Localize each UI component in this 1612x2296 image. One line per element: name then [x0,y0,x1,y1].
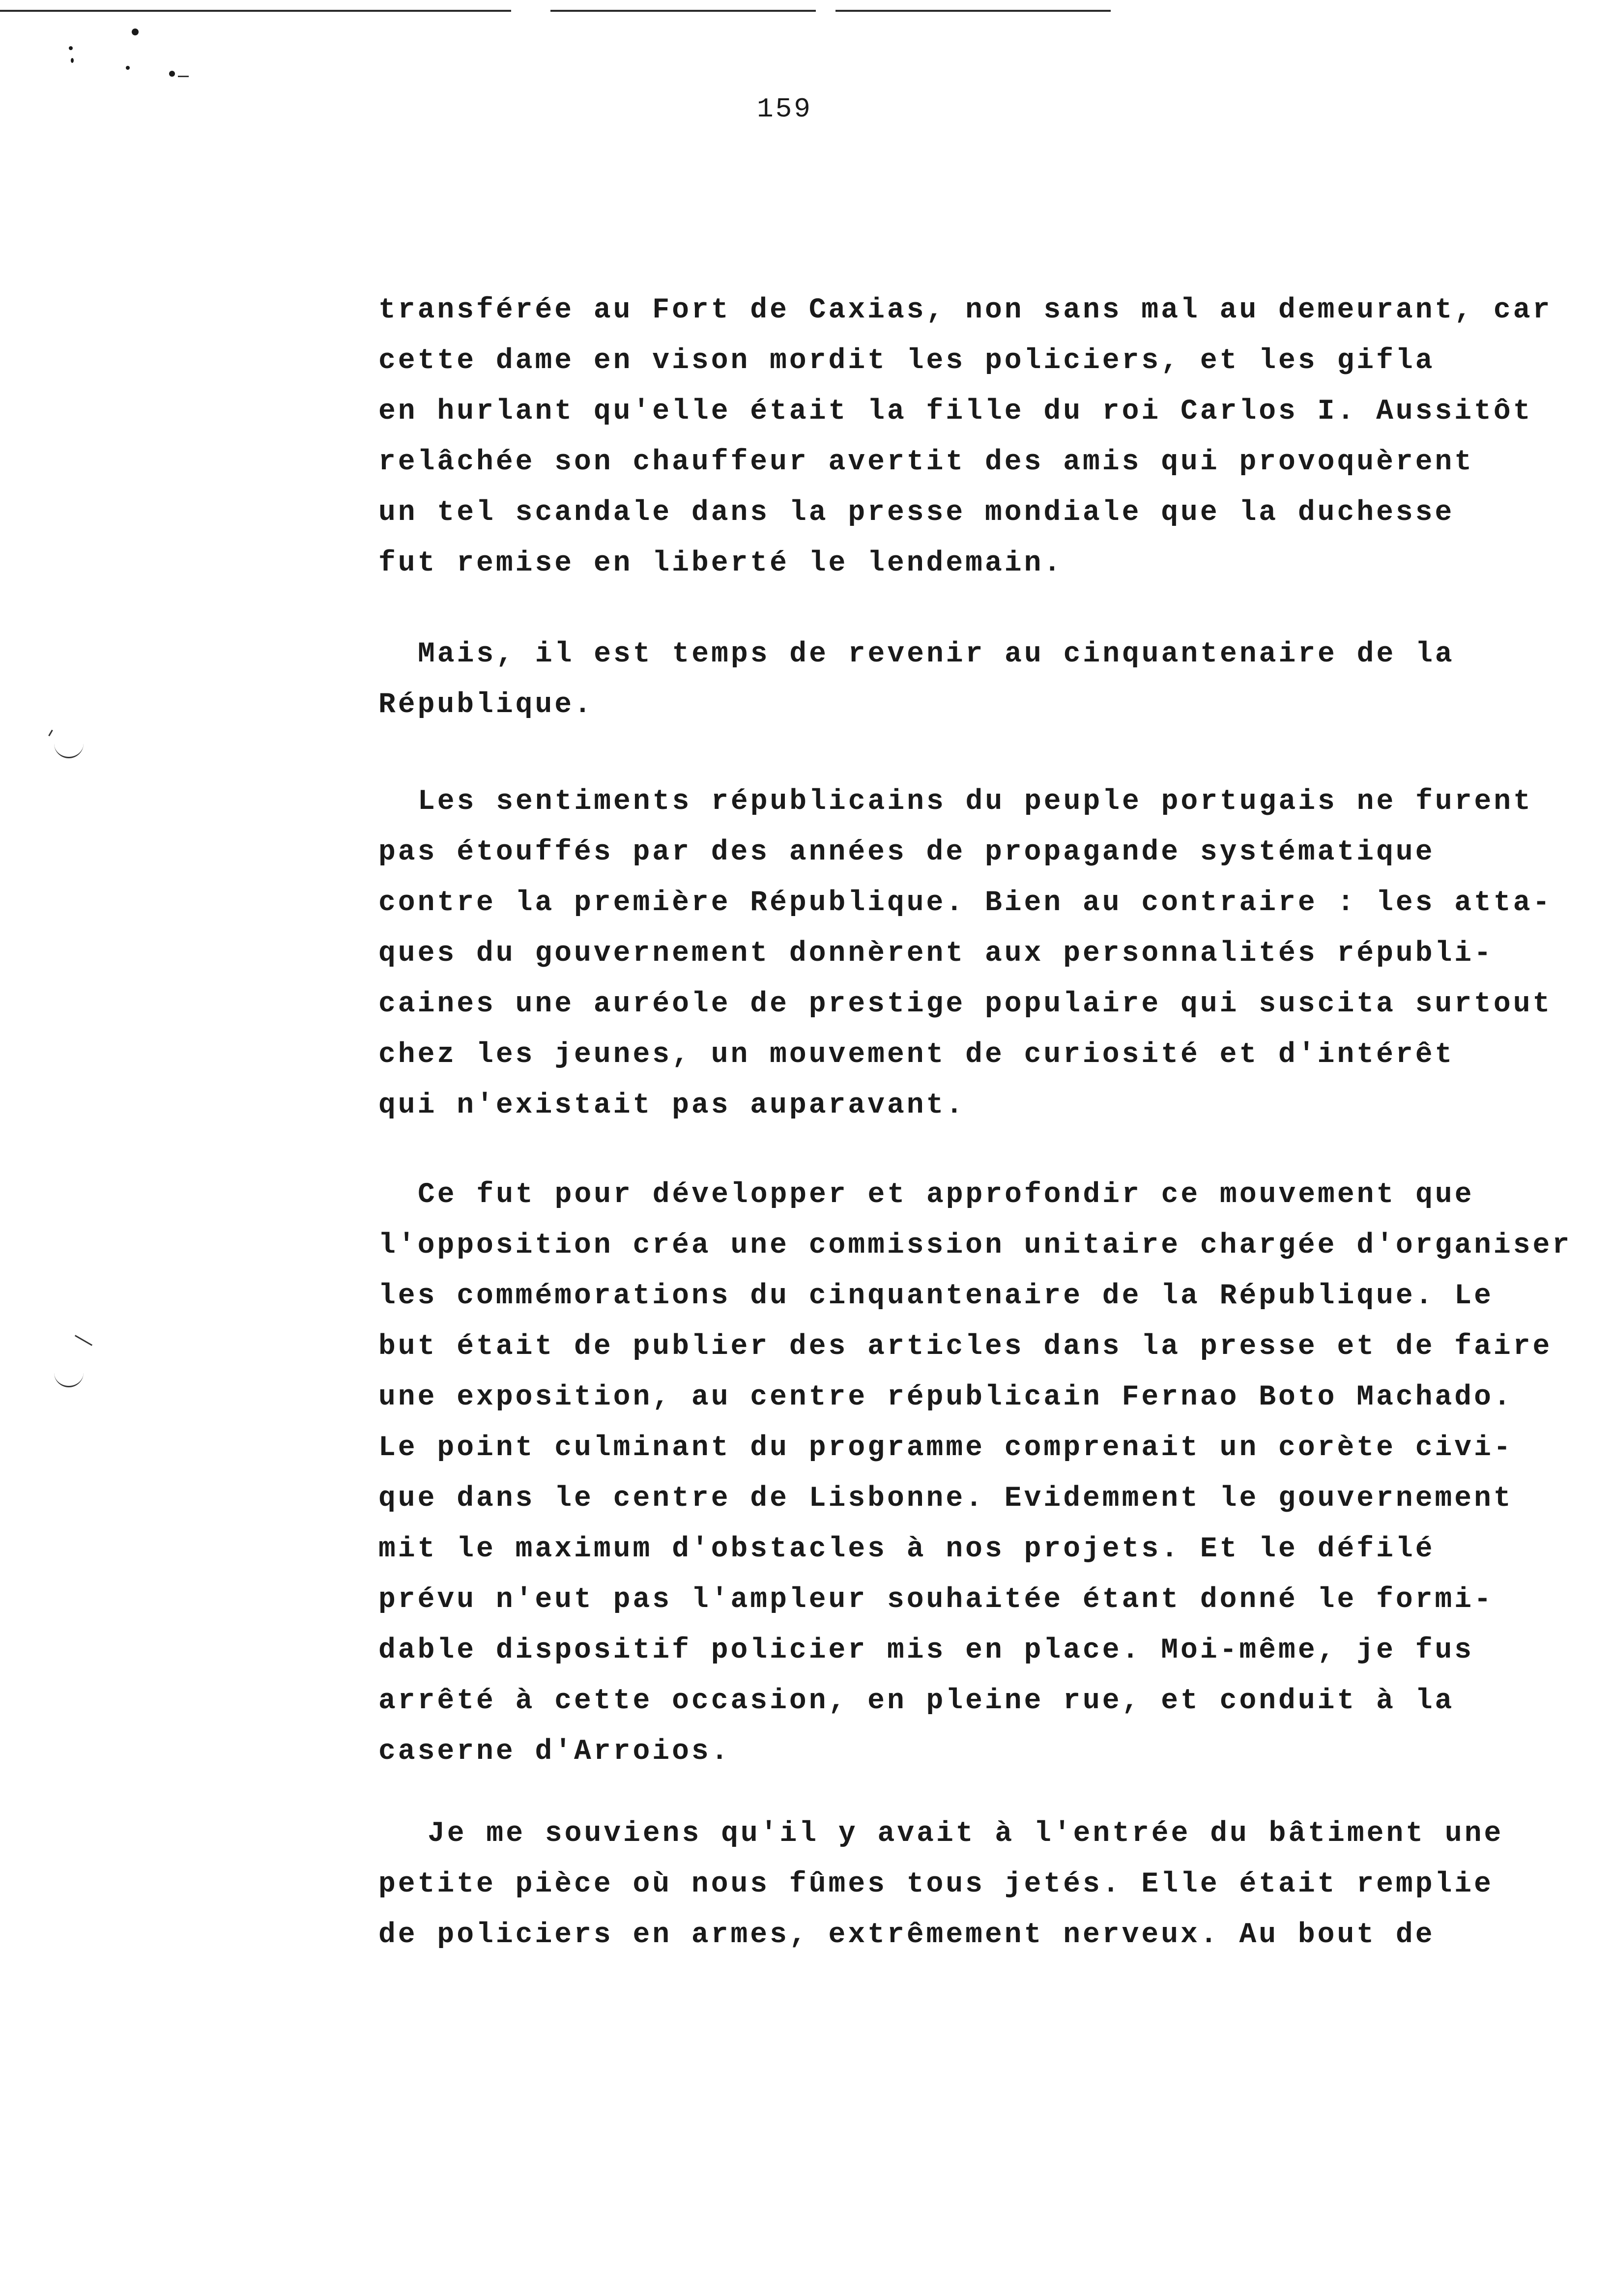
text-line: chez les jeunes, un mouvement de curiosité et d'intérêt [378,1039,1455,1071]
paragraph [378,285,1597,589]
text-line: dable dispositif policier mis en place. Moi-même, je fus [378,1635,1474,1666]
page-number: 159 [757,93,812,125]
text-line: Le point culminant du programme comprenait un corète civi- [378,1432,1513,1464]
margin-mark [54,1371,84,1387]
text-line: relâchée son chauffeur avertit des amis qui provoquèrent [378,446,1474,478]
text-line: Mais, il est temps de revenir au cinquantenaire de la [418,638,1455,670]
text-line: qui n'existait pas auparavant. [378,1090,966,1121]
text-line: but était de publier des articles dans la presse et de faire [378,1331,1553,1363]
text-line: l'opposition créa une commission unitaire chargée d'organiser [378,1230,1572,1262]
text-line: que dans le centre de Lisbonne. Evidemment le gouvernement [378,1483,1513,1515]
scan-speck [71,58,74,63]
text-line: Je me souviens qu'il y avait à l'entrée du bâtiment une [428,1818,1504,1850]
scan-speck [132,29,139,35]
scan-top-rule [0,10,511,12]
text-line: pas étouffés par des années de propagande systématique [378,836,1435,868]
text-line: de policiers en armes, extrêmement nerveux. Au bout de [378,1919,1435,1951]
paragraph [378,629,1597,730]
margin-mark [48,730,53,737]
text-line: transférée au Fort de Caxias, non sans mal au demeurant, car [378,294,1553,326]
text-line: mit le maximum d'obstacles à nos projets. Et le défilé [378,1533,1435,1565]
scan-speck [69,46,73,50]
text-line: les commémorations du cinquantenaire de la République. Le [378,1280,1494,1312]
text-line: cette dame en vison mordit les policiers, et les gifla [378,345,1435,377]
text-line: République. [378,689,594,721]
scan-speck [126,66,130,70]
scan-speck [169,71,175,77]
scan-top-rule [550,10,816,12]
text-line: une exposition, au centre républicain Fernao Boto Machado. [378,1381,1513,1413]
text-line: Ce fut pour développer et approfondir ce mouvement que [418,1179,1474,1211]
margin-mark [75,1335,92,1346]
text-line: fut remise en liberté le lendemain. [378,547,1064,579]
paragraph [378,776,1597,1131]
text-line: prévu n'eut pas l'ampleur souhaitée étant donné le formi- [378,1584,1494,1616]
text-line: en hurlant qu'elle était la fille du roi Carlos I. Aussitôt [378,396,1533,428]
text-line: ques du gouvernement donnèrent aux personnalités républi- [378,938,1494,970]
paragraph [378,1808,1597,1960]
text-line: un tel scandale dans la presse mondiale que la duchesse [378,497,1455,529]
text-line: petite pièce où nous fûmes tous jetés. Elle était remplie [378,1868,1494,1900]
text-line: caines une auréole de prestige populaire qui suscita surtout [378,988,1553,1020]
text-line: contre la première République. Bien au contraire : les atta- [378,887,1553,919]
scan-mark [178,76,189,77]
text-line: Les sentiments républicains du peuple portugais ne furent [418,786,1533,818]
text-line: arrêté à cette occasion, en pleine rue, et conduit à la [378,1685,1455,1717]
paragraph [378,1170,1597,1777]
text-line: caserne d'Arroios. [378,1736,731,1768]
margin-mark [54,742,84,758]
scan-top-rule [835,10,1111,12]
